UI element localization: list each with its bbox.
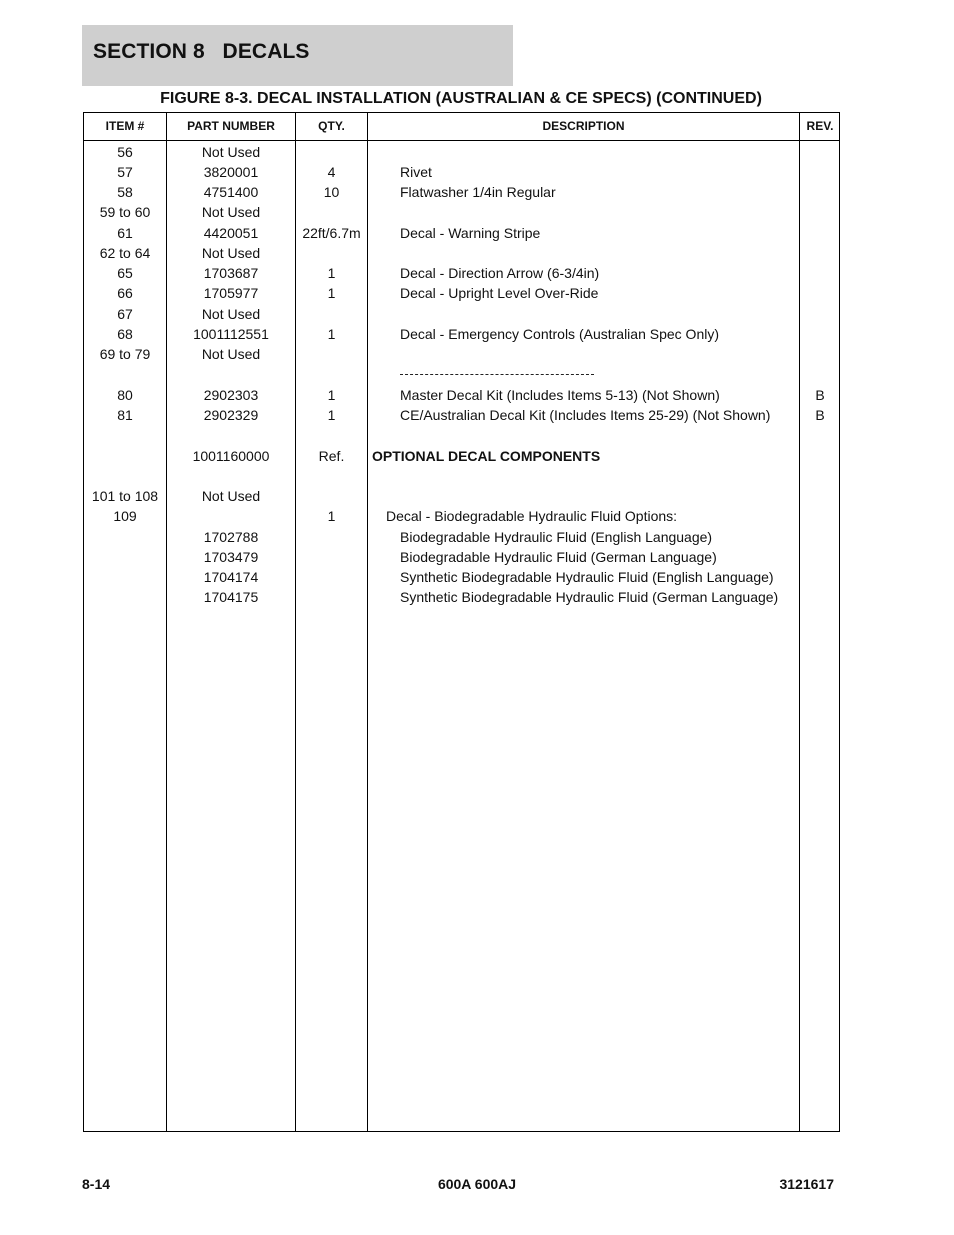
footer-doc-number: 3121617	[779, 1176, 834, 1192]
part-number-cell: 1705977	[203, 285, 259, 301]
table-row	[84, 324, 839, 344]
table-row	[84, 446, 839, 466]
table-row	[84, 385, 839, 405]
item-cell: 66	[117, 285, 133, 301]
description-cell: CE/Australian Decal Kit (Includes Items 25-29) (Not Shown)	[400, 407, 771, 423]
description-cell: Decal - Upright Level Over-Ride	[400, 285, 599, 301]
description-cell: Synthetic Biodegradable Hydraulic Fluid (English Language)	[400, 569, 774, 585]
part-number-cell: 1703479	[203, 549, 259, 565]
item-cell: 62 to 64	[99, 245, 151, 261]
item-cell: 58	[117, 184, 133, 200]
qty-cell: 1	[327, 326, 336, 342]
item-cell: 59 to 60	[99, 204, 151, 220]
parts-table	[83, 112, 840, 1132]
part-number-cell: 1703687	[203, 265, 259, 281]
item-cell: 57	[117, 164, 133, 180]
part-number-cell: 4751400	[203, 184, 259, 200]
part-number-cell: 1704175	[203, 589, 259, 605]
item-cell: 69 to 79	[99, 346, 151, 362]
table-row	[84, 223, 839, 243]
qty-cell: 4	[327, 164, 336, 180]
part-number-cell: 2902329	[203, 407, 259, 423]
item-cell: 65	[117, 265, 133, 281]
footer-page-number: 8-14	[82, 1176, 111, 1192]
item-cell: 81	[117, 407, 133, 423]
table-row	[84, 567, 839, 587]
table-header	[84, 113, 839, 141]
part-number-cell: 4420051	[203, 225, 259, 241]
description-cell: Decal - Biodegradable Hydraulic Fluid Options:	[386, 508, 678, 524]
figure-title: FIGURE 8-3. DECAL INSTALLATION (AUSTRALIAN & CE SPECS) (CONTINUED)	[160, 90, 762, 107]
table-row	[84, 547, 839, 567]
item-cell: 67	[117, 306, 133, 322]
qty-cell: 1	[327, 285, 336, 301]
description-cell: Master Decal Kit (Includes Items 5-13) (Not Shown)	[400, 387, 720, 403]
part-number-cell: Not Used	[201, 204, 261, 220]
header-item: ITEM #	[105, 119, 145, 133]
item-cell: 80	[117, 387, 133, 403]
header-qty: QTY.	[318, 119, 345, 133]
description-cell: Decal - Direction Arrow (6-3/4in)	[400, 265, 600, 281]
part-number-cell: Not Used	[201, 144, 261, 160]
header-description: DESCRIPTION	[542, 119, 625, 133]
rev-cell: B	[815, 387, 825, 403]
separator-row	[84, 364, 839, 384]
item-cell: 109	[113, 508, 137, 524]
qty-cell: 10	[323, 184, 340, 200]
description-cell: Flatwasher 1/4in Regular	[400, 184, 556, 200]
part-number-cell: 2902303	[203, 387, 259, 403]
qty-cell: Ref.	[318, 448, 345, 464]
description-cell: Decal - Emergency Controls (Australian Spec Only)	[400, 326, 720, 342]
description-cell: Rivet	[400, 164, 432, 180]
rev-cell: B	[815, 407, 825, 423]
table-row	[84, 243, 839, 263]
part-number-cell: 1001112551	[193, 326, 269, 342]
qty-cell: 1	[327, 407, 336, 423]
qty-cell: 22ft/6.7m	[302, 225, 361, 241]
description-cell: Synthetic Biodegradable Hydraulic Fluid (German Language)	[400, 589, 779, 605]
part-number-cell: Not Used	[201, 306, 261, 322]
part-number-cell: 1704174	[203, 569, 259, 585]
table-row	[84, 182, 839, 202]
header-part-number: PART NUMBER	[187, 119, 275, 133]
description-cell: Biodegradable Hydraulic Fluid (English Language)	[400, 529, 713, 545]
qty-cell: 1	[327, 265, 336, 281]
table-row	[84, 587, 839, 607]
part-number-cell: 1702788	[203, 529, 259, 545]
description-cell: Decal - Warning Stripe	[400, 225, 541, 241]
table-row	[84, 162, 839, 182]
table-row	[84, 405, 839, 425]
footer-model: 600A 600AJ	[437, 1176, 517, 1192]
part-number-cell: Not Used	[201, 346, 261, 362]
table-row	[84, 344, 839, 364]
part-number-cell: 1001160000	[192, 448, 270, 464]
table-row	[84, 142, 839, 162]
section-heading-cell: OPTIONAL DECAL COMPONENTS	[372, 448, 601, 464]
item-cell: 61	[117, 225, 133, 241]
table-row	[84, 527, 839, 547]
qty-cell: 1	[327, 387, 336, 403]
part-number-cell: Not Used	[201, 488, 261, 504]
table-row	[84, 506, 839, 526]
item-cell: 101 to 108	[91, 488, 159, 504]
part-number-cell: Not Used	[201, 245, 261, 261]
table-row	[84, 263, 839, 283]
section-banner	[82, 25, 513, 86]
item-cell: 68	[117, 326, 133, 342]
item-cell: 56	[117, 144, 133, 160]
dashed-separator	[400, 374, 594, 375]
table-row	[84, 304, 839, 324]
section-title: SECTION 8 DECALS	[93, 40, 310, 63]
table-row	[84, 486, 839, 506]
table-row	[84, 202, 839, 222]
table-row	[84, 283, 839, 303]
part-number-cell: 3820001	[203, 164, 259, 180]
header-rev: REV.	[806, 119, 834, 133]
qty-cell: 1	[327, 508, 336, 524]
description-cell: Biodegradable Hydraulic Fluid (German Language)	[400, 549, 717, 565]
